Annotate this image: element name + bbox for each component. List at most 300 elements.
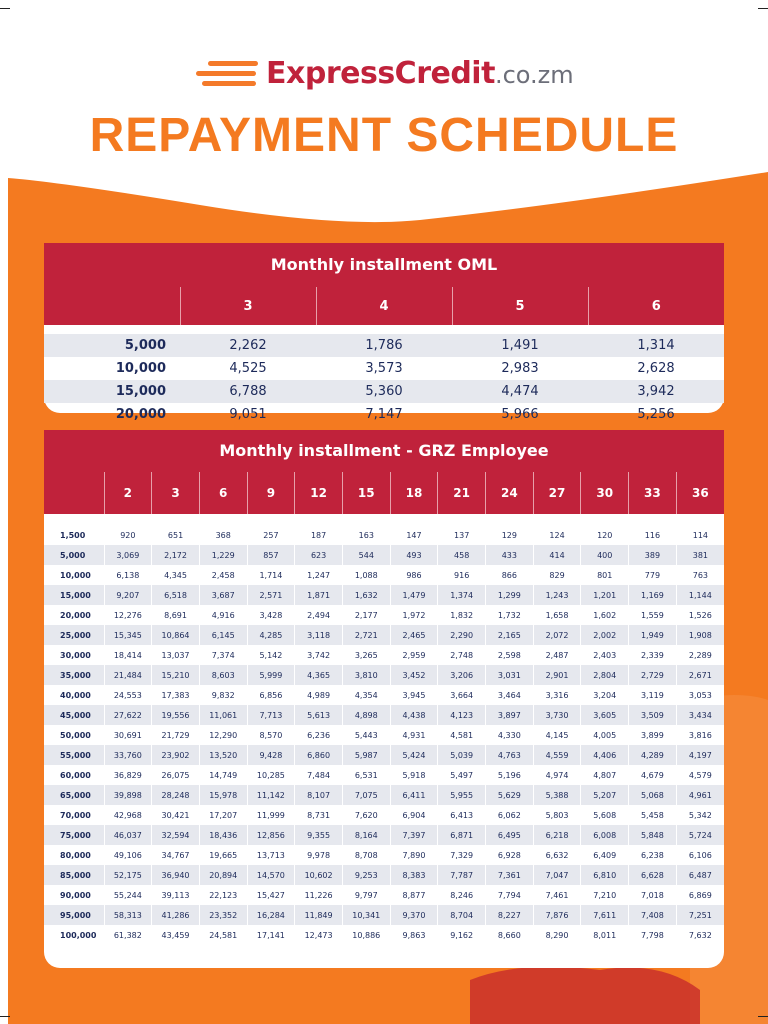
table-row xyxy=(44,685,724,705)
table-row xyxy=(44,645,724,665)
installment-cell: 1,658 xyxy=(533,605,581,625)
installment-cell: 920 xyxy=(104,525,152,545)
installment-cell: 8,570 xyxy=(247,725,295,745)
installment-cell: 3,428 xyxy=(247,605,295,625)
installment-cell: 7,620 xyxy=(342,805,390,825)
installment-cell: 3,265 xyxy=(342,645,390,665)
installment-cell: 39,898 xyxy=(104,785,152,805)
installment-cell: 163 xyxy=(342,525,390,545)
installment-cell: 5,039 xyxy=(438,745,486,765)
installment-cell: 6,218 xyxy=(533,825,581,845)
installment-cell: 17,141 xyxy=(247,925,295,945)
installment-cell: 28,248 xyxy=(152,785,200,805)
installment-cell: 2,072 xyxy=(533,625,581,645)
loan-amount-cell: 90,000 xyxy=(60,890,91,900)
installment-cell: 7,047 xyxy=(533,865,581,885)
installment-cell: 8,708 xyxy=(342,845,390,865)
header-row xyxy=(44,472,724,514)
installment-cell: 5,497 xyxy=(438,765,486,785)
installment-cell: 5,424 xyxy=(390,745,438,765)
installment-cell: 6,869 xyxy=(676,885,724,905)
installment-cell: 13,037 xyxy=(152,645,200,665)
installment-cell: 6,008 xyxy=(581,825,629,845)
installment-cell: 4,898 xyxy=(342,705,390,725)
loan-amount-cell: 5,000 xyxy=(44,545,104,565)
table-row xyxy=(44,605,724,625)
installment-cell: 2,458 xyxy=(199,565,247,585)
installment-cell: 8,246 xyxy=(438,885,486,905)
installment-cell: 4,989 xyxy=(295,685,343,705)
installment-cell: 147 xyxy=(390,525,438,545)
installment-cell: 12,856 xyxy=(247,825,295,845)
installment-cell: 10,886 xyxy=(342,925,390,945)
installment-cell: 1,559 xyxy=(629,605,677,625)
installment-cell: 2,628 xyxy=(637,361,675,376)
installment-cell: 6,788 xyxy=(180,380,316,403)
crop-mark xyxy=(758,8,768,9)
installment-cell: 1,732 xyxy=(486,605,534,625)
installment-cell: 5,443 xyxy=(342,725,390,745)
installment-cell: 1,314 xyxy=(588,334,724,357)
installment-cell: 6,409 xyxy=(581,845,629,865)
grz-table xyxy=(44,472,724,945)
loan-amount-cell: 15,000 xyxy=(44,380,180,403)
installment-cell: 1,299 xyxy=(486,585,534,605)
installment-cell: 114 xyxy=(676,525,724,545)
installment-cell: 39,113 xyxy=(152,885,200,905)
installment-cell: 257 xyxy=(247,525,295,545)
installment-cell: 3,687 xyxy=(199,585,247,605)
installment-cell: 2,983 xyxy=(501,361,539,376)
installment-cell: 400 xyxy=(581,545,629,565)
installment-cell: 916 xyxy=(438,565,486,585)
installment-cell: 368 xyxy=(199,525,247,545)
installment-cell: 6,413 xyxy=(438,805,486,825)
installment-cell: 4,197 xyxy=(676,745,724,765)
installment-cell: 12,473 xyxy=(295,925,343,945)
installment-cell: 4,961 xyxy=(676,785,724,805)
month-header: 21 xyxy=(438,472,486,514)
installment-cell: 15,978 xyxy=(199,785,247,805)
loan-amount-cell: 55,000 xyxy=(44,745,104,765)
installment-cell: 49,106 xyxy=(104,845,152,865)
installment-cell: 6,856 xyxy=(247,685,295,705)
installment-cell: 3,118 xyxy=(295,625,343,645)
installment-cell: 623 xyxy=(295,545,343,565)
installment-cell: 1,479 xyxy=(390,585,438,605)
installment-cell: 3,810 xyxy=(342,665,390,685)
installment-cell: 3,464 xyxy=(486,685,534,705)
installment-cell: 10,602 xyxy=(295,865,343,885)
installment-cell: 32,594 xyxy=(152,825,200,845)
installment-cell: 7,210 xyxy=(581,885,629,905)
installment-cell: 3,897 xyxy=(486,705,534,725)
oml-card xyxy=(44,243,724,422)
installment-cell: 9,207 xyxy=(104,585,152,605)
installment-cell: 3,816 xyxy=(676,725,724,745)
table-row xyxy=(44,565,724,585)
installment-cell: 3,730 xyxy=(533,705,581,725)
installment-cell: 7,461 xyxy=(533,885,581,905)
grz-heading: Monthly installment - GRZ Employee xyxy=(44,430,724,472)
loan-amount-cell: 35,000 xyxy=(44,665,104,685)
table-row xyxy=(44,765,724,785)
installment-cell: 3,053 xyxy=(676,685,724,705)
installment-cell: 2,290 xyxy=(438,625,486,645)
month-header: 6 xyxy=(588,287,724,325)
table-row xyxy=(44,905,724,925)
installment-cell: 6,928 xyxy=(486,845,534,865)
installment-cell: 4,525 xyxy=(229,361,267,376)
installment-cell: 3,119 xyxy=(629,685,677,705)
installment-cell: 1,602 xyxy=(581,605,629,625)
installment-cell: 15,427 xyxy=(247,885,295,905)
installment-cell: 11,061 xyxy=(199,705,247,725)
installment-cell: 9,162 xyxy=(438,925,486,945)
installment-cell: 3,316 xyxy=(533,685,581,705)
installment-cell: 6,145 xyxy=(199,625,247,645)
installment-cell: 7,798 xyxy=(629,925,677,945)
table-row xyxy=(44,845,724,865)
loan-amount-cell: 5,000 xyxy=(44,334,180,357)
month-header: 36 xyxy=(676,472,724,514)
installment-cell: 4,931 xyxy=(390,725,438,745)
installment-cell: 6,904 xyxy=(390,805,438,825)
installment-cell: 7,251 xyxy=(676,905,724,925)
installment-cell: 58,313 xyxy=(104,905,152,925)
month-header: 18 xyxy=(390,472,438,514)
installment-cell: 9,797 xyxy=(342,885,390,905)
installment-cell: 3,509 xyxy=(629,705,677,725)
installment-cell: 8,383 xyxy=(390,865,438,885)
installment-cell: 41,286 xyxy=(152,905,200,925)
loan-amount-cell: 50,000 xyxy=(60,730,91,740)
installment-cell: 2,571 xyxy=(247,585,295,605)
installment-cell: 42,968 xyxy=(104,805,152,825)
installment-cell: 1,526 xyxy=(676,605,724,625)
installment-cell: 1,632 xyxy=(342,585,390,605)
installment-cell: 9,355 xyxy=(295,825,343,845)
installment-cell: 4,365 xyxy=(295,665,343,685)
installment-cell: 6,628 xyxy=(629,865,677,885)
month-header: 30 xyxy=(581,472,629,514)
installment-cell: 4,330 xyxy=(486,725,534,745)
installment-cell: 17,207 xyxy=(199,805,247,825)
installment-cell: 986 xyxy=(390,565,438,585)
installment-cell: 1,786 xyxy=(316,334,452,357)
grz-card xyxy=(44,430,724,968)
installment-cell: 46,037 xyxy=(104,825,152,845)
installment-cell: 2,901 xyxy=(533,665,581,685)
installment-cell: 21,729 xyxy=(152,725,200,745)
installment-cell: 7,018 xyxy=(629,885,677,905)
installment-cell: 8,691 xyxy=(152,605,200,625)
installment-cell: 6,487 xyxy=(676,865,724,885)
installment-cell: 5,388 xyxy=(533,785,581,805)
installment-cell: 6,531 xyxy=(342,765,390,785)
loan-amount-cell: 1,500 xyxy=(60,530,86,540)
installment-cell: 3,206 xyxy=(438,665,486,685)
crop-mark xyxy=(0,1016,10,1017)
installment-cell: 4,559 xyxy=(533,745,581,765)
installment-cell: 5,803 xyxy=(533,805,581,825)
table-row xyxy=(44,925,724,945)
installment-cell: 1,972 xyxy=(390,605,438,625)
installment-cell: 8,227 xyxy=(486,905,534,925)
installment-cell: 4,145 xyxy=(533,725,581,745)
installment-cell: 7,374 xyxy=(199,645,247,665)
table-row xyxy=(44,865,724,885)
installment-cell: 4,807 xyxy=(581,765,629,785)
month-header: 5 xyxy=(452,287,588,325)
loan-amount-cell: 20,000 xyxy=(115,407,166,422)
installment-cell: 7,408 xyxy=(629,905,677,925)
loan-amount-cell: 60,000 xyxy=(60,770,91,780)
table-row xyxy=(44,885,724,905)
installment-cell: 2,487 xyxy=(533,645,581,665)
installment-cell: 7,794 xyxy=(486,885,534,905)
installment-cell: 4,916 xyxy=(199,605,247,625)
installment-cell: 544 xyxy=(342,545,390,565)
installment-cell: 7,713 xyxy=(247,705,295,725)
brand-domain: .co.zm xyxy=(494,60,574,89)
installment-cell: 5,196 xyxy=(486,765,534,785)
installment-cell: 3,452 xyxy=(390,665,438,685)
installment-cell: 9,428 xyxy=(247,745,295,765)
installment-cell: 2,494 xyxy=(295,605,343,625)
installment-cell: 7,075 xyxy=(342,785,390,805)
installment-cell: 2,748 xyxy=(438,645,486,665)
installment-cell: 3,742 xyxy=(295,645,343,665)
installment-cell: 493 xyxy=(390,545,438,565)
table-row xyxy=(44,745,724,765)
installment-cell: 5,608 xyxy=(581,805,629,825)
installment-cell: 2,002 xyxy=(581,625,629,645)
installment-cell: 389 xyxy=(629,545,677,565)
installment-cell: 10,285 xyxy=(247,765,295,785)
speed-lines-icon xyxy=(196,57,260,89)
table-row xyxy=(44,545,724,565)
installment-cell: 801 xyxy=(581,565,629,585)
installment-cell: 7,361 xyxy=(486,865,534,885)
installment-cell: 3,945 xyxy=(390,685,438,705)
installment-cell: 7,484 xyxy=(295,765,343,785)
installment-cell: 3,942 xyxy=(588,380,724,403)
installment-cell: 30,691 xyxy=(104,725,152,745)
table-row xyxy=(44,785,724,805)
installment-cell: 3,069 xyxy=(104,545,152,565)
installment-cell: 2,262 xyxy=(180,334,316,357)
installment-cell: 651 xyxy=(152,525,200,545)
installment-cell: 187 xyxy=(295,525,343,545)
installment-cell: 381 xyxy=(676,545,724,565)
loan-amount-cell: 100,000 xyxy=(60,930,97,940)
installment-cell: 24,581 xyxy=(199,925,247,945)
installment-cell: 4,289 xyxy=(629,745,677,765)
installment-cell: 12,276 xyxy=(104,605,152,625)
installment-cell: 14,570 xyxy=(247,865,295,885)
installment-cell: 2,165 xyxy=(486,625,534,645)
installment-cell: 5,068 xyxy=(629,785,677,805)
installment-cell: 30,421 xyxy=(152,805,200,825)
oml-table xyxy=(44,287,724,426)
installment-cell: 829 xyxy=(533,565,581,585)
table-row xyxy=(44,665,724,685)
month-header: 33 xyxy=(629,472,677,514)
installment-cell: 4,679 xyxy=(629,765,677,785)
installment-cell: 7,632 xyxy=(676,925,724,945)
installment-cell: 857 xyxy=(247,545,295,565)
installment-cell: 2,729 xyxy=(629,665,677,685)
installment-cell: 7,876 xyxy=(533,905,581,925)
month-header: 6 xyxy=(199,472,247,514)
installment-cell: 4,581 xyxy=(438,725,486,745)
oml-heading: Monthly installment OML xyxy=(44,243,724,287)
installment-cell: 9,863 xyxy=(390,925,438,945)
installment-cell: 7,147 xyxy=(365,407,403,422)
loan-amount-cell: 80,000 xyxy=(60,850,91,860)
table-row xyxy=(44,334,724,357)
installment-cell: 15,210 xyxy=(152,665,200,685)
installment-cell: 19,556 xyxy=(152,705,200,725)
installment-cell: 1,908 xyxy=(676,625,724,645)
installment-cell: 433 xyxy=(486,545,534,565)
spacer-row xyxy=(44,514,724,525)
installment-cell: 116 xyxy=(629,525,677,545)
table-row xyxy=(44,705,724,725)
installment-cell: 2,339 xyxy=(629,645,677,665)
table-row xyxy=(44,525,724,545)
installment-cell: 10,864 xyxy=(152,625,200,645)
installment-cell: 23,902 xyxy=(152,745,200,765)
brand-name: ExpressCredit xyxy=(266,55,495,91)
installment-cell: 11,226 xyxy=(295,885,343,905)
table-row xyxy=(44,585,724,605)
installment-cell: 14,749 xyxy=(199,765,247,785)
installment-cell: 2,177 xyxy=(342,605,390,625)
installment-cell: 124 xyxy=(533,525,581,545)
installment-cell: 4,354 xyxy=(342,685,390,705)
table-row xyxy=(44,403,724,426)
installment-cell: 3,899 xyxy=(629,725,677,745)
installment-cell: 4,763 xyxy=(486,745,534,765)
installment-cell: 6,238 xyxy=(629,845,677,865)
installment-cell: 3,605 xyxy=(581,705,629,725)
installment-cell: 12,290 xyxy=(199,725,247,745)
installment-cell: 24,553 xyxy=(104,685,152,705)
installment-cell: 5,724 xyxy=(676,825,724,845)
installment-cell: 9,051 xyxy=(229,407,267,422)
installment-cell: 4,406 xyxy=(581,745,629,765)
table-row xyxy=(44,825,724,845)
installment-cell: 4,123 xyxy=(438,705,486,725)
installment-cell: 5,458 xyxy=(629,805,677,825)
installment-cell: 8,660 xyxy=(486,925,534,945)
crop-mark xyxy=(758,1016,768,1017)
loan-amount-cell: 70,000 xyxy=(60,810,91,820)
installment-cell: 2,671 xyxy=(676,665,724,685)
installment-cell: 2,465 xyxy=(390,625,438,645)
installment-cell: 9,253 xyxy=(342,865,390,885)
installment-cell: 10,341 xyxy=(342,905,390,925)
month-header: 15 xyxy=(342,472,390,514)
installment-cell: 9,832 xyxy=(199,685,247,705)
installment-cell: 8,290 xyxy=(533,925,581,945)
header-row xyxy=(44,287,724,325)
installment-cell: 8,731 xyxy=(295,805,343,825)
installment-cell: 458 xyxy=(438,545,486,565)
installment-cell: 6,518 xyxy=(152,585,200,605)
installment-cell: 2,804 xyxy=(581,665,629,685)
installment-cell: 8,011 xyxy=(581,925,629,945)
loan-amount-cell: 65,000 xyxy=(44,785,104,805)
installment-cell: 3,573 xyxy=(365,361,403,376)
installment-cell: 8,107 xyxy=(295,785,343,805)
installment-cell: 137 xyxy=(438,525,486,545)
installment-cell: 5,987 xyxy=(342,745,390,765)
installment-cell: 2,721 xyxy=(342,625,390,645)
installment-cell: 13,520 xyxy=(199,745,247,765)
installment-cell: 11,849 xyxy=(295,905,343,925)
installment-cell: 1,871 xyxy=(295,585,343,605)
loan-amount-cell: 15,000 xyxy=(44,585,104,605)
loan-amount-cell: 45,000 xyxy=(44,705,104,725)
month-header: 3 xyxy=(180,287,316,325)
installment-cell: 8,704 xyxy=(438,905,486,925)
brand-logo xyxy=(196,52,576,94)
installment-cell: 6,138 xyxy=(104,565,152,585)
installment-cell: 5,999 xyxy=(247,665,295,685)
installment-cell: 15,345 xyxy=(104,625,152,645)
loan-amount-cell: 85,000 xyxy=(44,865,104,885)
installment-cell: 5,207 xyxy=(581,785,629,805)
installment-cell: 4,285 xyxy=(247,625,295,645)
installment-cell: 23,352 xyxy=(199,905,247,925)
installment-cell: 5,613 xyxy=(295,705,343,725)
installment-cell: 3,664 xyxy=(438,685,486,705)
installment-cell: 55,244 xyxy=(104,885,152,905)
table-row xyxy=(44,805,724,825)
installment-cell: 779 xyxy=(629,565,677,585)
installment-cell: 7,397 xyxy=(390,825,438,845)
installment-cell: 1,169 xyxy=(629,585,677,605)
installment-cell: 36,829 xyxy=(104,765,152,785)
installment-cell: 5,360 xyxy=(316,380,452,403)
loan-amount-cell: 10,000 xyxy=(115,361,166,376)
installment-cell: 13,713 xyxy=(247,845,295,865)
installment-cell: 6,632 xyxy=(533,845,581,865)
installment-cell: 1,832 xyxy=(438,605,486,625)
month-header: 2 xyxy=(104,472,152,514)
installment-cell: 5,342 xyxy=(676,805,724,825)
installment-cell: 3,204 xyxy=(581,685,629,705)
installment-cell: 2,172 xyxy=(152,545,200,565)
loan-amount-cell: 10,000 xyxy=(60,570,91,580)
header-corner-cell xyxy=(44,287,180,325)
month-header: 3 xyxy=(152,472,200,514)
installment-cell: 1,201 xyxy=(581,585,629,605)
installment-cell: 129 xyxy=(486,525,534,545)
installment-cell: 1,247 xyxy=(295,565,343,585)
installment-cell: 4,474 xyxy=(452,380,588,403)
installment-cell: 9,978 xyxy=(295,845,343,865)
installment-cell: 5,256 xyxy=(637,407,675,422)
installment-cell: 7,329 xyxy=(438,845,486,865)
crop-mark xyxy=(0,8,10,9)
installment-cell: 52,175 xyxy=(104,865,152,885)
installment-cell: 1,949 xyxy=(629,625,677,645)
month-header: 24 xyxy=(486,472,534,514)
